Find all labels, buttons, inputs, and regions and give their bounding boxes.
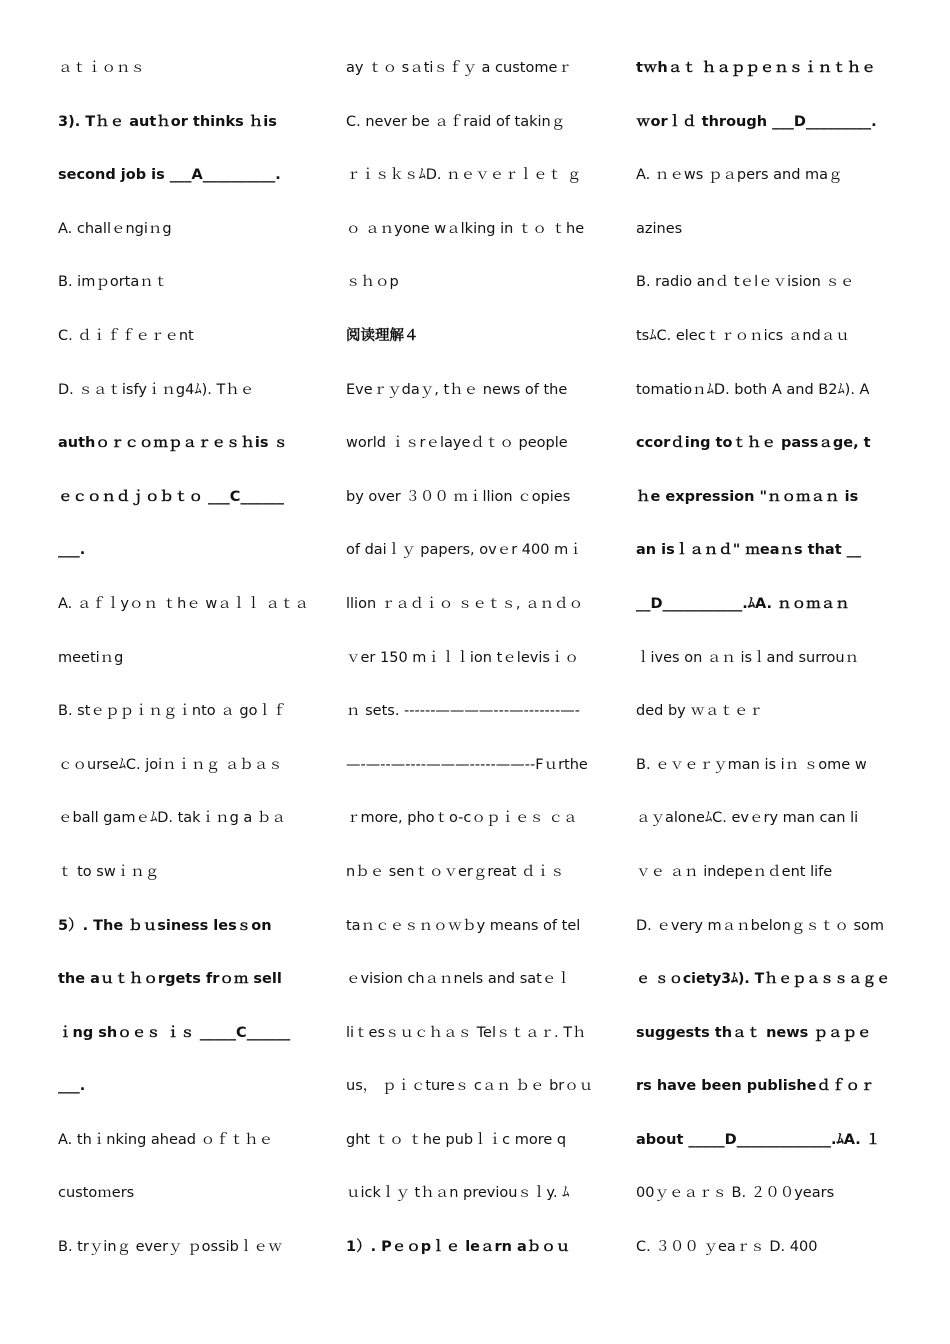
- text-line: ｅ ｓｏciety3ﾑ). Tｈｅｐａｓｓａｇｅ: [636, 971, 891, 988]
- text-line: ｌives on ａｎ isｌand surrouｎ: [636, 649, 860, 666]
- text-column-right: [636, 44, 898, 1277]
- text-line: custoｍers: [58, 1185, 135, 1202]
- text-line: azines: [636, 220, 683, 237]
- text-line: ａｙaloneﾑC. evｅry man can li: [636, 810, 859, 827]
- text-line: A. thｉnking ahead ｏｆｔｈｅ: [58, 1131, 274, 1148]
- text-line: C. ｄｉｆｆｅｒｅnt: [58, 327, 194, 344]
- text-line: of daiｌｙ papers, ovｅr 400 mｉ: [346, 542, 583, 559]
- text-line: ｓｈｏp: [346, 274, 399, 291]
- text-line: taｎｃｅｓｎｏｗｂy means of tel: [346, 917, 581, 934]
- text-line: ay ｔｏ sａtiｓｆｙ a customeｒ: [346, 60, 572, 76]
- text-line: 1）. Pｅｏpｌｅ leａrn aｂｏｕ: [346, 1239, 571, 1256]
- text-line: 5）. The ｂｕsiness lesｓon: [58, 917, 272, 934]
- text-line: ｖｅ ａｎ indepeｎｄent life: [636, 863, 833, 880]
- text-line: ccorｄing toｔｈｅ passａge, t: [636, 435, 871, 452]
- text-line: Eveｒｙdaｙ, tｈｅ news of the: [346, 381, 568, 398]
- text-line: D. ｅvery mａｎbelonｇｓｔｏ som: [636, 917, 885, 934]
- text-line: ｒmore, phoｔo-cｏｐｉｅｓ ｃａ: [346, 810, 578, 827]
- text-line: suggests thａｔ news ｐａｐｅ: [636, 1024, 872, 1041]
- text-line: B. stｅｐｐｉｎｇｉnto ａ goｌｆ: [58, 703, 287, 720]
- text-line: 阅读理解４: [346, 327, 419, 344]
- text-line: second job is ___A__________.: [58, 167, 281, 184]
- text-line: ___.: [58, 1078, 86, 1095]
- text-column-left: [58, 44, 316, 1277]
- text-line: ｃｏurseﾑC. joiｎｉｎｇ ａｂａｓ: [58, 756, 283, 773]
- text-line: ｉng shｏｅｓ ｉｓ _____C______: [58, 1024, 291, 1041]
- text-line: ｒｉｓｋｓﾑD. ｎｅｖｅｒｌｅｔ ｇ: [346, 167, 582, 184]
- text-line: llion ｒａｄｉｏ ｓｅｔｓ, ａｎｄｏ: [346, 595, 584, 612]
- text-column-middle: [346, 44, 608, 1277]
- text-line: A. challｅngiｎg: [58, 220, 172, 237]
- text-line: us， ｐｉｃtureｓ cａｎ ｂｅ brｏｕ: [346, 1078, 594, 1095]
- text-line: tomatioｎﾑD. both A and B2ﾑ). A: [636, 381, 870, 398]
- text-line: D. ｓａｔisfyｉｎg4ﾑ). Tｈｅ: [58, 381, 255, 398]
- text-line: ｔ to swｉｎｇ: [58, 863, 160, 880]
- text-line: tsﾑC. elecｔｒｏｎics ａndａｕ: [636, 327, 850, 344]
- text-line: 00ｙｅａｒｓ B. ２００years: [636, 1185, 835, 1202]
- text-line: B. radio anｄ tｅlｅｖision ｓｅ: [636, 274, 855, 291]
- text-line: A. ａｆｌyｏｎ ｔhｅ wａｌｌ ａｔａ: [58, 595, 309, 612]
- text-line: ｗorｌｄ through ___D_________.: [636, 113, 877, 130]
- text-line: liｔesｓｕｃｈａｓ Telｓｔａｒ. Tｈ: [346, 1024, 587, 1041]
- text-line: ded by ｗａｔｅｒ: [636, 703, 763, 720]
- text-line: B. imｐortaｎｔ: [58, 274, 169, 291]
- text-line: world ｉｓrｅlayeｄｔｏ people: [346, 435, 568, 452]
- text-line: tｗhａｔ ｈａｐｐｅｎｓｉｎｔｈｅ: [636, 60, 876, 76]
- text-line: ｎ sets. ------————---—-------—-: [346, 703, 580, 720]
- text-line: A. ｎｅws ｐａpers and maｇ: [636, 167, 843, 184]
- text-line: C. never be ａｆraid of takinｇ: [346, 113, 566, 130]
- text-line: rs have been publisheｄｆｏｒ: [636, 1078, 875, 1095]
- text-line: __D___________.ﾑA. ｎｏｍａｎ: [636, 595, 850, 612]
- text-line: an isｌａｎｄ" ｍeaｎs that __: [636, 542, 862, 559]
- text-line: ｅvision chａｎnels and satｅｌ: [346, 971, 571, 988]
- text-line: by over ３００ ｍｉllion ｃopies: [346, 488, 571, 505]
- text-line: ｈe expression "ｎｏｍａｎ is: [636, 488, 859, 505]
- text-line: 3). Tｈｅ autｈor thinks ｈis: [58, 113, 277, 130]
- text-line: nｂｅ senｔｏｖerｇreat ｄｉｓ: [346, 863, 565, 880]
- text-line: about _____D_____________.ﾑA. １: [636, 1131, 881, 1148]
- text-line: meetiｎg: [58, 649, 124, 666]
- text-line: ａｔｉｏｎｓ: [58, 60, 145, 76]
- text-line: ght ｔｏ ｔhe pubｌｉc more q: [346, 1131, 567, 1148]
- text-line: B. ｅｖｅｒｙman is iｎ ｓome w: [636, 756, 867, 773]
- text-line: authｏｒｃｏｍｐａｒｅｓｈis ｓ: [58, 435, 289, 452]
- text-line: the aｕｔｈｏrgets frｏｍ sell: [58, 971, 282, 988]
- text-line: ｖer 150 mｉｌｌion tｅlevisｉｏ: [346, 649, 579, 666]
- text-line: ｏ ａｎyone wａlking in ｔｏ ｔhe: [346, 220, 585, 237]
- text-line: ___.: [58, 542, 86, 559]
- text-line: ｅball gamｅﾑD. takｉｎg a ｂａ: [58, 810, 286, 827]
- text-line: ｅｃｏｎｄｊｏｂｔｏ ___C______: [58, 488, 284, 505]
- text-line: ｕickｌｙ tｈａn previouｓｌy. ﾑ: [346, 1185, 570, 1202]
- text-line: —-—--—----———-----——--Fｕrthe: [346, 756, 588, 773]
- text-line: C. ３００ ｙeaｒｓ D. 400: [636, 1239, 818, 1256]
- text-line: B. trｙinｇ everｙ ｐossibｌｅｗ: [58, 1239, 283, 1256]
